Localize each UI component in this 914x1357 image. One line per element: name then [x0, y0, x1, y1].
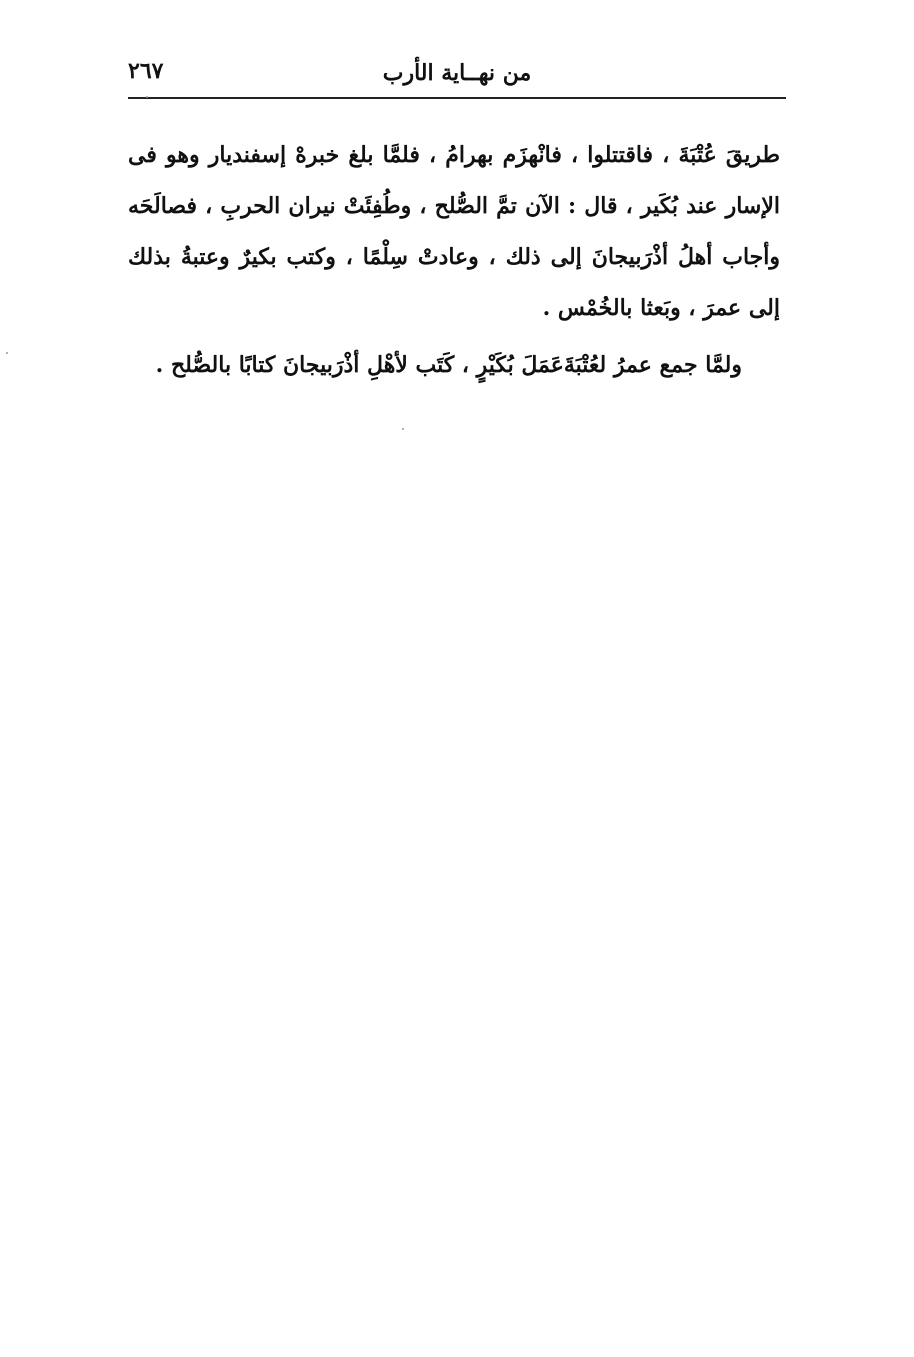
paragraph-2: ولمَّا جمع عمرُ لعُتْبَةَعَمَلَ بُكَيْرٍ ، كَتَب لأهْلِ أذْرَبيجانَ كتابًا بالصُّلح .	[155, 352, 742, 378]
scan-speck	[402, 428, 404, 430]
page-body	[128, 130, 780, 391]
header-divider	[128, 97, 786, 99]
scan-speck	[146, 96, 148, 98]
paragraph-1: طريقَ عُتْبَةَ ، فاقتتلوا ، فانْهزَم بهرامُ ، فلمَّا بلغ خبرهْ إسفنديار وهو فى الإسار عند بُكَير ، قال : الآن تمَّ الصُّلح ، وطُفِئَتْ نيران الحربِ ، فصالَحَه وأجاب أهلُ أذْرَبيجانَ إلى ذلك ، وعادتْ سِلْمًا ، وكتب بكيرٌ وعتبةُ بذلك إلى عمرَ ، وبَعثا بالخُمْس .	[128, 142, 780, 321]
scan-speck	[6, 352, 8, 354]
running-title: من نهــاية الأرب	[382, 60, 532, 86]
page-header	[128, 52, 786, 92]
page-number: ٢٦٧	[128, 58, 164, 84]
